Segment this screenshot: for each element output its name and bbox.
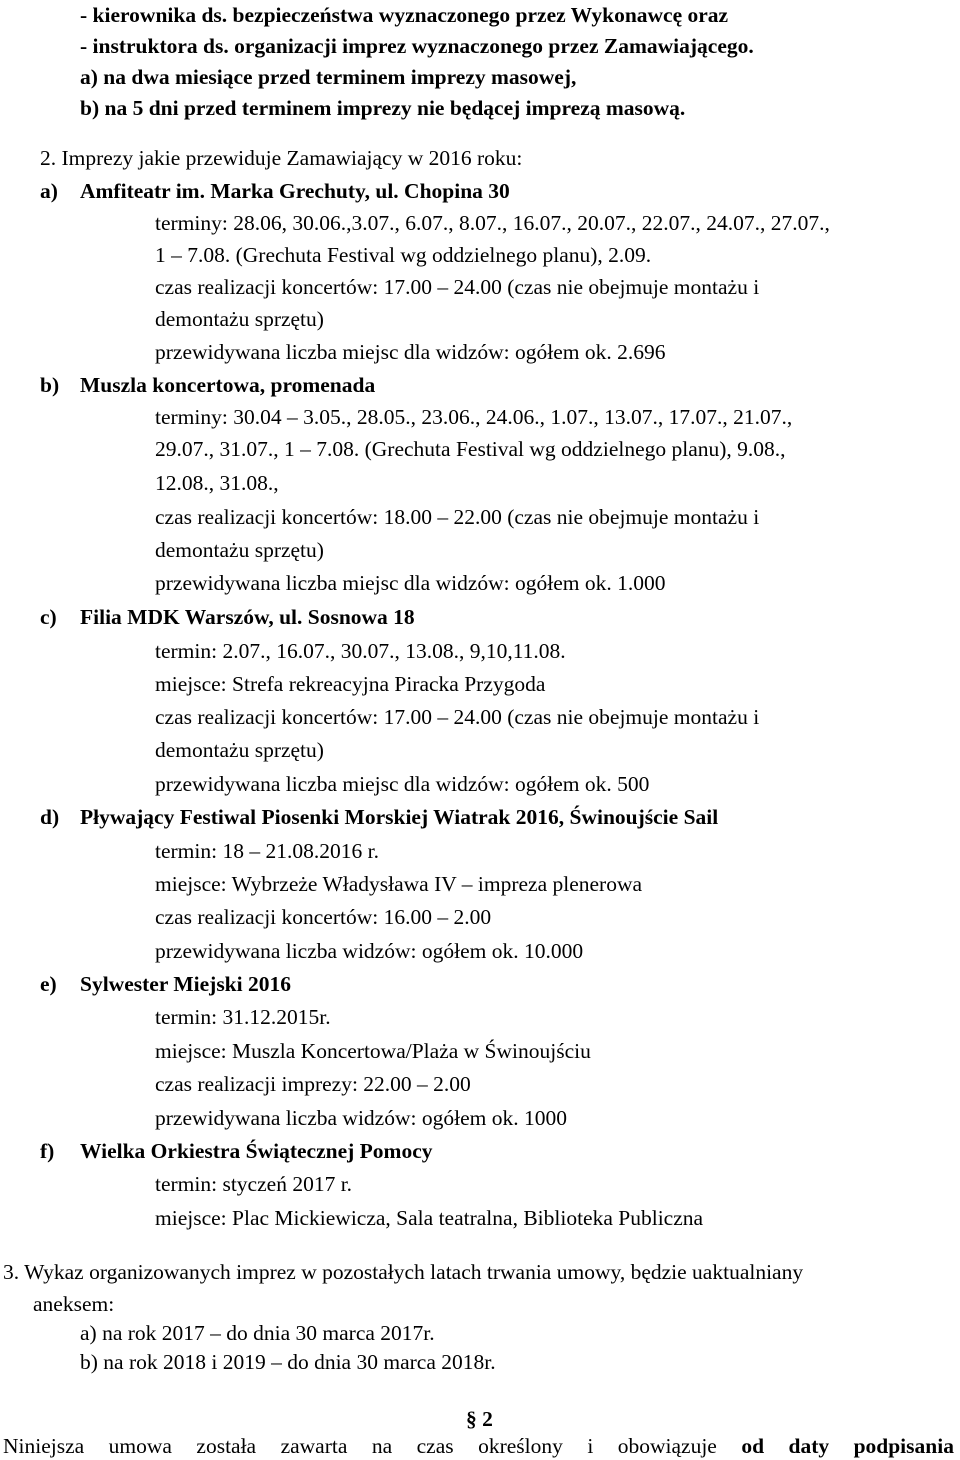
section-3-line-1: 3. Wykaz organizowanych imprez w pozostałych latach trwania umowy, będzie uaktualniany xyxy=(3,1260,804,1284)
word: i xyxy=(587,1434,594,1458)
item-c-marker: c) xyxy=(40,605,57,629)
section-3-line-2: aneksem: xyxy=(33,1292,115,1316)
bold-word: od xyxy=(741,1434,765,1458)
section-3-item-b: b) na rok 2018 i 2019 – do dnia 30 marca 2018r. xyxy=(80,1350,496,1374)
item-c-time-1: czas realizacji koncertów: 17.00 – 24.00 (czas nie obejmuje montażu i xyxy=(155,705,760,729)
item-b-capacity: przewidywana liczba miejsc dla widzów: ogółem ok. 1.000 xyxy=(155,571,666,595)
item-e-time: czas realizacji imprezy: 22.00 – 2.00 xyxy=(155,1072,471,1096)
item-b-marker: b) xyxy=(40,373,60,397)
item-e-title: Sylwester Miejski 2016 xyxy=(80,972,291,996)
item-d-term: termin: 18 – 21.08.2016 r. xyxy=(155,839,379,863)
word: zawarta xyxy=(280,1434,348,1458)
item-f-marker: f) xyxy=(40,1139,55,1163)
section-3-item-a: a) na rok 2017 – do dnia 30 marca 2017r. xyxy=(80,1321,435,1345)
item-d-time: czas realizacji koncertów: 16.00 – 2.00 xyxy=(155,905,492,929)
item-a-title: Amfiteatr im. Marka Grechuty, ul. Chopina 30 xyxy=(80,179,510,203)
item-a-capacity: przewidywana liczba miejsc dla widzów: ogółem ok. 2.696 xyxy=(155,340,666,364)
item-a-terms-2: 1 – 7.08. (Grechuta Festival wg oddzielnego planu), 2.09. xyxy=(155,243,652,267)
word: obowiązuje xyxy=(617,1434,717,1458)
item-a-marker: a) xyxy=(40,179,58,203)
item-f-title: Wielka Orkiestra Świątecznej Pomocy xyxy=(80,1139,433,1163)
item-f-place: miejsce: Plac Mickiewicza, Sala teatralna, Biblioteka Publiczna xyxy=(155,1206,704,1230)
item-f-term: termin: styczeń 2017 r. xyxy=(155,1172,353,1196)
bold-word: daty xyxy=(788,1434,830,1458)
item-d-place: miejsce: Wybrzeże Władysława IV – impreza plenerowa xyxy=(155,872,643,896)
item-c-place: miejsce: Strefa rekreacyjna Piracka Przygoda xyxy=(155,672,546,696)
item-d-marker: d) xyxy=(40,805,60,829)
intro-line-1: - kierownika ds. bezpieczeństwa wyznaczonego przez Wykonawcę oraz xyxy=(80,3,729,27)
section-2-heading: 2. Imprezy jakie przewiduje Zamawiający w 2016 roku: xyxy=(40,146,523,170)
word: umowa xyxy=(108,1434,172,1458)
word: Niniejsza xyxy=(3,1434,85,1458)
item-b-terms-1: terminy: 30.04 – 3.05., 28.05., 23.06., 24.06., 1.07., 13.07., 17.07., 21.07., xyxy=(155,405,793,429)
word: na xyxy=(371,1434,393,1458)
item-c-time-2: demontażu sprzętu) xyxy=(155,738,324,762)
item-d-title: Pływający Festiwal Piosenki Morskiej Wiatrak 2016, Świnoujście Sail xyxy=(80,805,719,829)
item-b-terms-2: 29.07., 31.07., 1 – 7.08. (Grechuta Festival wg oddzielnego planu), 9.08., xyxy=(155,437,786,461)
word: czas xyxy=(416,1434,454,1458)
item-a-terms-1: terminy: 28.06, 30.06.,3.07., 6.07., 8.07., 16.07., 20.07., 22.07., 24.07., 27.07., xyxy=(155,211,830,235)
item-e-place: miejsce: Muszla Koncertowa/Plaża w Świnoujściu xyxy=(155,1039,591,1063)
item-e-capacity: przewidywana liczba widzów: ogółem ok. 1000 xyxy=(155,1106,567,1130)
item-c-capacity: przewidywana liczba miejsc dla widzów: ogółem ok. 500 xyxy=(155,772,650,796)
word: została xyxy=(196,1434,257,1458)
intro-line-4: b) na 5 dni przed terminem imprezy nie będącej imprezą masową. xyxy=(80,96,686,120)
item-a-time-1: czas realizacji koncertów: 17.00 – 24.00 (czas nie obejmuje montażu i xyxy=(155,275,760,299)
item-d-capacity: przewidywana liczba widzów: ogółem ok. 10.000 xyxy=(155,939,584,963)
item-b-title: Muszla koncertowa, promenada xyxy=(80,373,376,397)
final-justified-line xyxy=(3,1434,954,1458)
item-e-term: termin: 31.12.2015r. xyxy=(155,1005,331,1029)
word: określony xyxy=(478,1434,563,1458)
intro-line-3: a) na dwa miesiące przed terminem imprezy masowej, xyxy=(80,65,577,89)
intro-line-2: - instruktora ds. organizacji imprez wyznaczonego przez Zamawiającego. xyxy=(80,34,754,58)
item-e-marker: e) xyxy=(40,972,57,996)
paragraph-2-heading: § 2 xyxy=(466,1407,493,1431)
item-c-title: Filia MDK Warszów, ul. Sosnowa 18 xyxy=(80,605,415,629)
item-a-time-2: demontażu sprzętu) xyxy=(155,307,324,331)
bold-word: podpisania xyxy=(853,1434,954,1458)
item-b-terms-3: 12.08., 31.08., xyxy=(155,471,279,495)
item-b-time-1: czas realizacji koncertów: 18.00 – 22.00 (czas nie obejmuje montażu i xyxy=(155,505,760,529)
item-b-time-2: demontażu sprzętu) xyxy=(155,538,324,562)
item-c-term: termin: 2.07., 16.07., 30.07., 13.08., 9,10,11.08. xyxy=(155,639,566,663)
